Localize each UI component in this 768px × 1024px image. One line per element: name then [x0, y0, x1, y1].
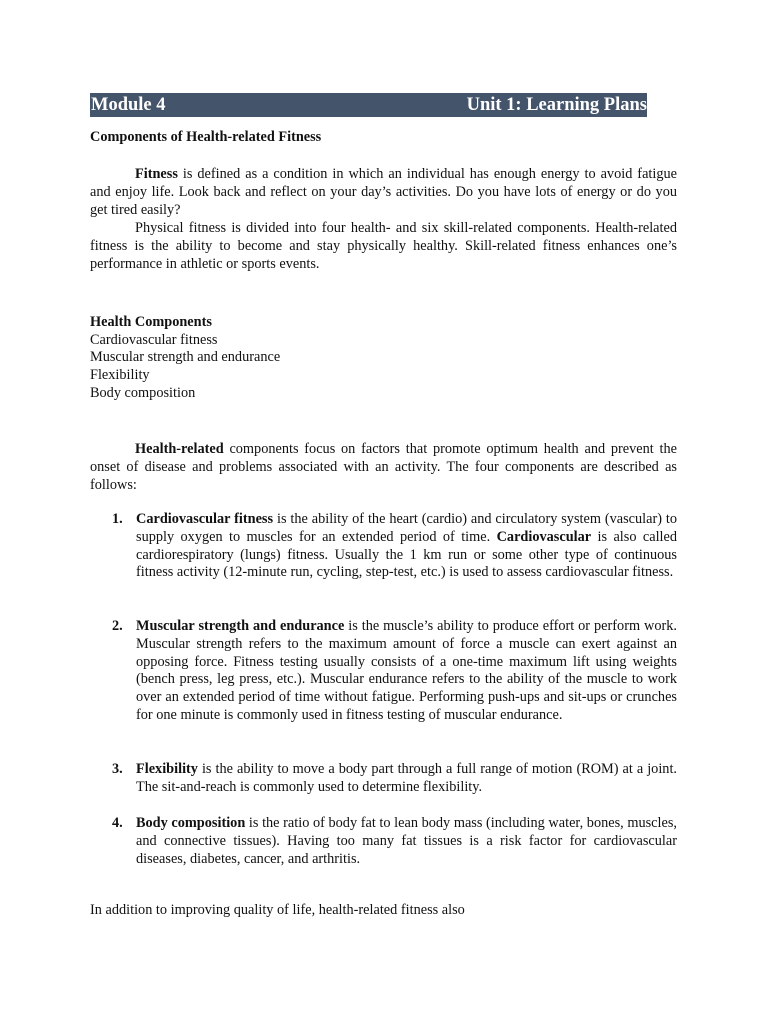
item-text: is the ratio of body fat to lean body mass (including water, bones, muscles, and connective tissues). Having too many fat tissues is a risk factor for cardiovascular diseases, diabetes, cancer, and arthritis.: [136, 815, 677, 867]
health-components-heading: Health Components: [90, 314, 212, 330]
health-related-paragraph-text: components focus on factors that promote optimum health and prevent the onset of disease and problems associated with an activity. The four components are described as follows:: [90, 441, 677, 493]
item-number: 2.: [112, 618, 123, 634]
component-item-cardiovascular: [90, 511, 677, 582]
fitness-term: Fitness: [135, 166, 178, 182]
component-item-flexibility: [90, 761, 677, 797]
list-item: Flexibility: [90, 367, 150, 384]
item-number: 1.: [112, 511, 123, 527]
item-text-continued: is also called cardiorespiratory (lungs) fitness. Usually the 1 km run or some other type of continuous fitness activity (12-minute run, cycling, step-test, etc.) is used to assess cardiovascular fitness.: [136, 528, 678, 581]
list-item: Body composition: [90, 384, 196, 401]
item-text: is the ability to move a body part through a full range of motion (ROM) at a joint. The sit-and-reach is commonly used to determine flexibility.: [136, 761, 677, 795]
intro-paragraph-1-text: is defined as a condition in which an individual has enough energy to avoid fatigue and enjoy life. Look back and reflect on your day’s activities. Do you have lots of energy or do you get tired easily?: [90, 166, 677, 218]
item-term: Body composition: [136, 815, 246, 831]
health-components-list: [90, 314, 280, 403]
module-header-bar: [90, 93, 647, 117]
item-number: 3.: [112, 761, 123, 777]
item-body: [136, 511, 677, 582]
component-item-muscular: [90, 618, 677, 725]
item-body: [136, 618, 677, 725]
item-number: 4.: [112, 815, 123, 831]
item-body: [136, 761, 677, 797]
closing-paragraph: In addition to improving quality of life, health-related fitness also: [90, 902, 465, 918]
item-term: Cardiovascular fitness: [136, 511, 274, 527]
item-text: is the muscle’s ability to produce effort or perform work. Muscular strength refers to the maximum amount of force a muscle can exert against an opposing force. Fitness testing usually consists of a one-time maximum lift using weights (bench press, leg press, etc.). Muscular endurance refers to the ability of the muscle to work over an extended period of time without fatigue. Performing push-ups and sit-ups or crunches for one minute is commonly used in fitness testing of muscular endurance.: [136, 618, 677, 723]
component-item-body-composition: [90, 815, 677, 868]
item-term: Flexibility: [136, 761, 198, 777]
item-text: is the ability of the heart (cardio) and circulatory system (vascular) to supply oxygen to muscles for an extended period of time.: [136, 511, 678, 545]
item-term-secondary: Cardiovascular: [496, 528, 592, 545]
module-label: Module 4: [91, 95, 166, 115]
item-term: Muscular strength and endurance: [136, 618, 345, 634]
health-related-term: Health-related: [135, 441, 224, 457]
intro-paragraph-2: Physical fitness is divided into four health- and six skill-related components. Health-related fitness is the ability to become and stay physically healthy. Skill-related fitness enhances one’s performance in athletic or sports events.: [90, 220, 677, 272]
list-item: Cardiovascular fitness: [90, 331, 218, 348]
item-body: [136, 815, 677, 868]
intro-paragraph-1: [90, 165, 677, 219]
health-related-paragraph: [90, 440, 677, 494]
list-item: Muscular strength and endurance: [90, 349, 281, 366]
section-title: Components of Health-related Fitness: [90, 129, 322, 145]
unit-label: Unit 1: Learning Plans: [466, 95, 647, 115]
